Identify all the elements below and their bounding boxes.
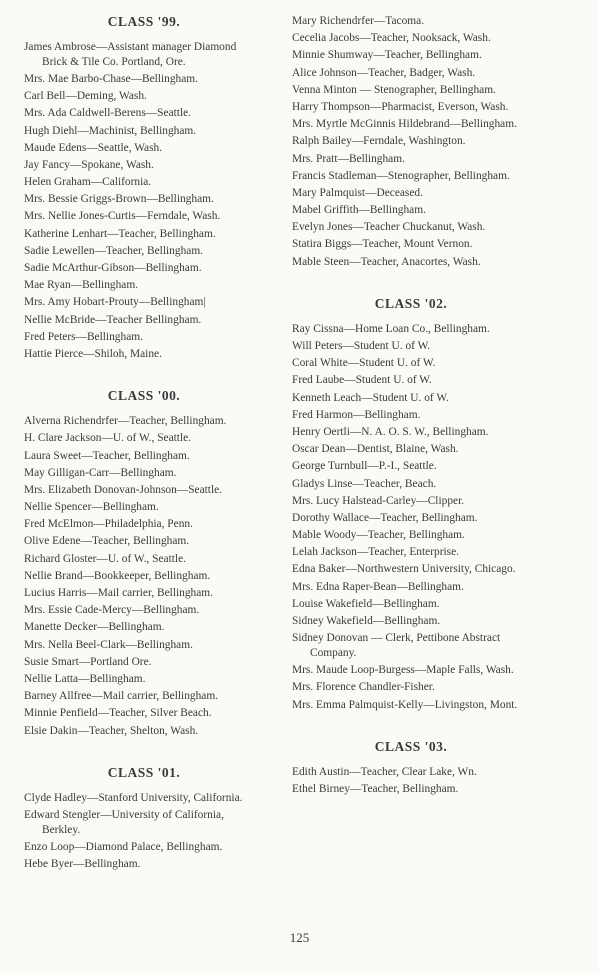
alumni-entry: Manette Decker—Bellingham. — [24, 621, 165, 634]
alumni-entry: Nellie Brand—Bookkeeper, Bellingham. — [24, 569, 211, 582]
alumni-entry: Barney Allfree—Mail carrier, Bellingham. — [24, 690, 219, 703]
page-number: 125 — [289, 930, 310, 945]
alumni-entry: Hugh Diehl—Machinist, Bellingham. — [24, 124, 197, 137]
alumni-entry: Oscar Dean—Dentist, Blaine, Wash. — [292, 443, 459, 456]
class-02-list — [292, 322, 530, 713]
alumni-entry: Sadie McArthur-Gibson—Bellingham. — [24, 262, 202, 275]
alumni-entry: Olive Edene—Teacher, Bellingham. — [24, 535, 190, 548]
alumni-entry: Mrs. Mae Barbo-Chase—Bellingham. — [24, 72, 198, 85]
alumni-entry: Edward Stengler—University of California, Berkley. — [24, 808, 224, 836]
class-01-continued-list — [292, 14, 530, 269]
alumni-entry: Mrs. Maude Loop-Burgess—Maple Falls, Wash. — [292, 664, 514, 677]
alumni-entry: Mrs. Essie Cade-Mercy—Bellingham. — [24, 604, 200, 617]
alumni-entry: Edith Austin—Teacher, Clear Lake, Wn. — [292, 765, 477, 778]
alumni-entry: Mable Steen—Teacher, Anacortes, Wash. — [292, 255, 481, 268]
class-00-heading: CLASS '00. — [107, 388, 181, 404]
alumni-entry: Fred McElmon—Philadelphia, Penn. — [24, 518, 193, 531]
class-00-list — [24, 414, 264, 738]
alumni-entry: Lucius Harris—Mail carrier, Bellingham. — [24, 587, 214, 600]
alumni-entry: Katherine Lenhart—Teacher, Bellingham. — [24, 227, 216, 240]
alumni-entry: Henry Oertli—N. A. O. S. W., Bellingham. — [292, 425, 489, 438]
alumni-entry: Statira Biggs—Teacher, Mount Vernon. — [292, 238, 473, 251]
alumni-entry: Mable Woody—Teacher, Bellingham. — [292, 529, 465, 542]
alumni-entry: Hattie Pierce—Shiloh, Maine. — [24, 347, 162, 360]
alumni-entry: Richard Gloster—U. of W., Seattle. — [24, 552, 186, 565]
alumni-entry: Carl Bell—Deming, Wash. — [24, 90, 147, 103]
left-column — [24, 14, 264, 874]
alumni-entry: Mary Palmquist—Deceased. — [292, 186, 423, 199]
alumni-entry: Harry Thompson—Pharmacist, Everson, Wash. — [292, 100, 509, 113]
alumni-entry: Fred Laube—Student U. of W. — [292, 374, 432, 387]
alumni-entry: Coral White—Student U. of W. — [292, 357, 436, 370]
alumni-entry: Susie Smart—Portland Ore. — [24, 655, 152, 668]
alumni-entry: Minnie Penfield—Teacher, Silver Beach. — [24, 707, 212, 720]
alumni-entry: Mrs. Pratt—Bellingham. — [292, 152, 405, 165]
class-01-list — [24, 791, 264, 872]
alumni-entry: Mrs. Nella Beel-Clark—Bellingham. — [24, 638, 193, 651]
alumni-entry: Cecelia Jacobs—Teacher, Nooksack, Wash. — [292, 32, 491, 45]
alumni-entry: H. Clare Jackson—U. of W., Seattle. — [24, 432, 192, 445]
alumni-entry: Venna Minton — Stenographer, Bellingham. — [292, 83, 496, 96]
alumni-entry: Mabel Griffith—Bellingham. — [292, 204, 426, 217]
alumni-entry: Mrs. Lucy Halstead-Carley—Clipper. — [292, 494, 465, 507]
class-03-list — [292, 765, 530, 797]
alumni-entry: Helen Graham—California. — [24, 176, 152, 189]
alumni-entry: Mrs. Myrtle McGinnis Hildebrand—Bellingham. — [292, 118, 517, 131]
right-column — [292, 14, 530, 799]
alumni-entry: May Gilligan-Carr—Bellingham. — [24, 466, 177, 479]
alumni-entry: Clyde Hadley—Stanford University, California. — [24, 791, 243, 804]
alumni-entry: Hebe Byer—Bellingham. — [24, 858, 141, 871]
alumni-entry: Louise Wakefield—Bellingham. — [292, 597, 440, 610]
alumni-entry: Fred Peters—Bellingham. — [24, 330, 143, 343]
alumni-entry: Francis Stadleman—Stenographer, Bellingham. — [292, 169, 510, 182]
alumni-entry: Mrs. Emma Palmquist-Kelly—Livingston, Mont. — [292, 698, 518, 711]
alumni-entry: Sadie Lewellen—Teacher, Bellingham. — [24, 244, 204, 257]
alumni-entry: Dorothy Wallace—Teacher, Bellingham. — [292, 511, 478, 524]
alumni-entry: Mrs. Amy Hobart-Prouty—Bellingham| — [24, 296, 206, 309]
class-03-heading: CLASS '03. — [374, 738, 448, 754]
class-99-heading: CLASS '99. — [107, 14, 181, 29]
alumni-entry: Minnie Shumway—Teacher, Bellingham. — [292, 49, 482, 62]
alumni-entry: Mrs. Nellie Jones-Curtis—Ferndale, Wash. — [24, 210, 221, 223]
alumni-entry: Lelah Jackson—Teacher, Enterprise. — [292, 546, 459, 559]
alumni-entry: Alverna Richendrfer—Teacher, Bellingham. — [24, 415, 227, 428]
alumni-entry: George Turnbull—P.-I., Seattle. — [292, 460, 437, 473]
alumni-entry: Nellie Latta—Bellingham. — [24, 672, 146, 685]
alumni-entry: Gladys Linse—Teacher, Beach. — [292, 477, 437, 490]
alumni-entry: Nellie McBride—Teacher Bellingham. — [24, 313, 202, 326]
alumni-entry: Elsie Dakin—Teacher, Shelton, Wash. — [24, 724, 199, 737]
alumni-entry: Edna Baker—Northwestern University, Chicago. — [292, 563, 516, 576]
class-02-heading: CLASS '02. — [374, 295, 448, 311]
alumni-entry: Mae Ryan—Bellingham. — [24, 279, 139, 292]
class-99-list — [24, 40, 264, 362]
alumni-entry: Maude Edens—Seattle, Wash. — [24, 141, 163, 154]
alumni-entry: Mrs. Elizabeth Donovan-Johnson—Seattle. — [24, 483, 223, 496]
alumni-entry: Mrs. Edna Raper-Bean—Bellingham. — [292, 580, 464, 593]
alumni-entry: Enzo Loop—Diamond Palace, Bellingham. — [24, 840, 223, 853]
alumni-entry: Mary Richendrfer—Tacoma. — [292, 15, 425, 27]
alumni-entry: Mrs. Ada Caldwell-Berens—Seattle. — [24, 107, 192, 120]
alumni-entry: Sidney Donovan — Clerk, Pettibone Abstract Company. — [292, 632, 501, 659]
alumni-entry: Evelyn Jones—Teacher Chuckanut, Wash. — [292, 221, 486, 234]
alumni-entry: Mrs. Bessie Griggs-Brown—Bellingham. — [24, 193, 214, 206]
alumni-entry: Sidney Wakefield—Bellingham. — [292, 615, 441, 627]
alumni-entry: Fred Harmon—Bellingham. — [292, 408, 421, 421]
alumni-entry: Will Peters—Student U. of W. — [292, 340, 431, 352]
alumni-entry: Jay Fancy—Spokane, Wash. — [24, 158, 154, 171]
alumni-entry: James Ambrose—Assistant manager Diamond Brick & Tile Co. Portland, Ore. — [24, 41, 237, 68]
alumni-entry: Alice Johnson—Teacher, Badger, Wash. — [292, 66, 476, 79]
alumni-entry: Ralph Bailey—Ferndale, Washington. — [292, 135, 466, 148]
class-01-heading: CLASS '01. — [107, 764, 181, 780]
alumni-entry: Nellie Spencer—Bellingham. — [24, 501, 159, 514]
alumni-entry: Laura Sweet—Teacher, Bellingham. — [24, 449, 190, 462]
alumni-entry: Mrs. Florence Chandler-Fisher. — [292, 681, 435, 694]
alumni-entry: Ethel Birney—Teacher, Bellingham. — [292, 782, 459, 795]
alumni-entry: Kenneth Leach—Student U. of W. — [292, 391, 449, 404]
alumni-entry: Ray Cissna—Home Loan Co., Bellingham. — [292, 322, 490, 335]
